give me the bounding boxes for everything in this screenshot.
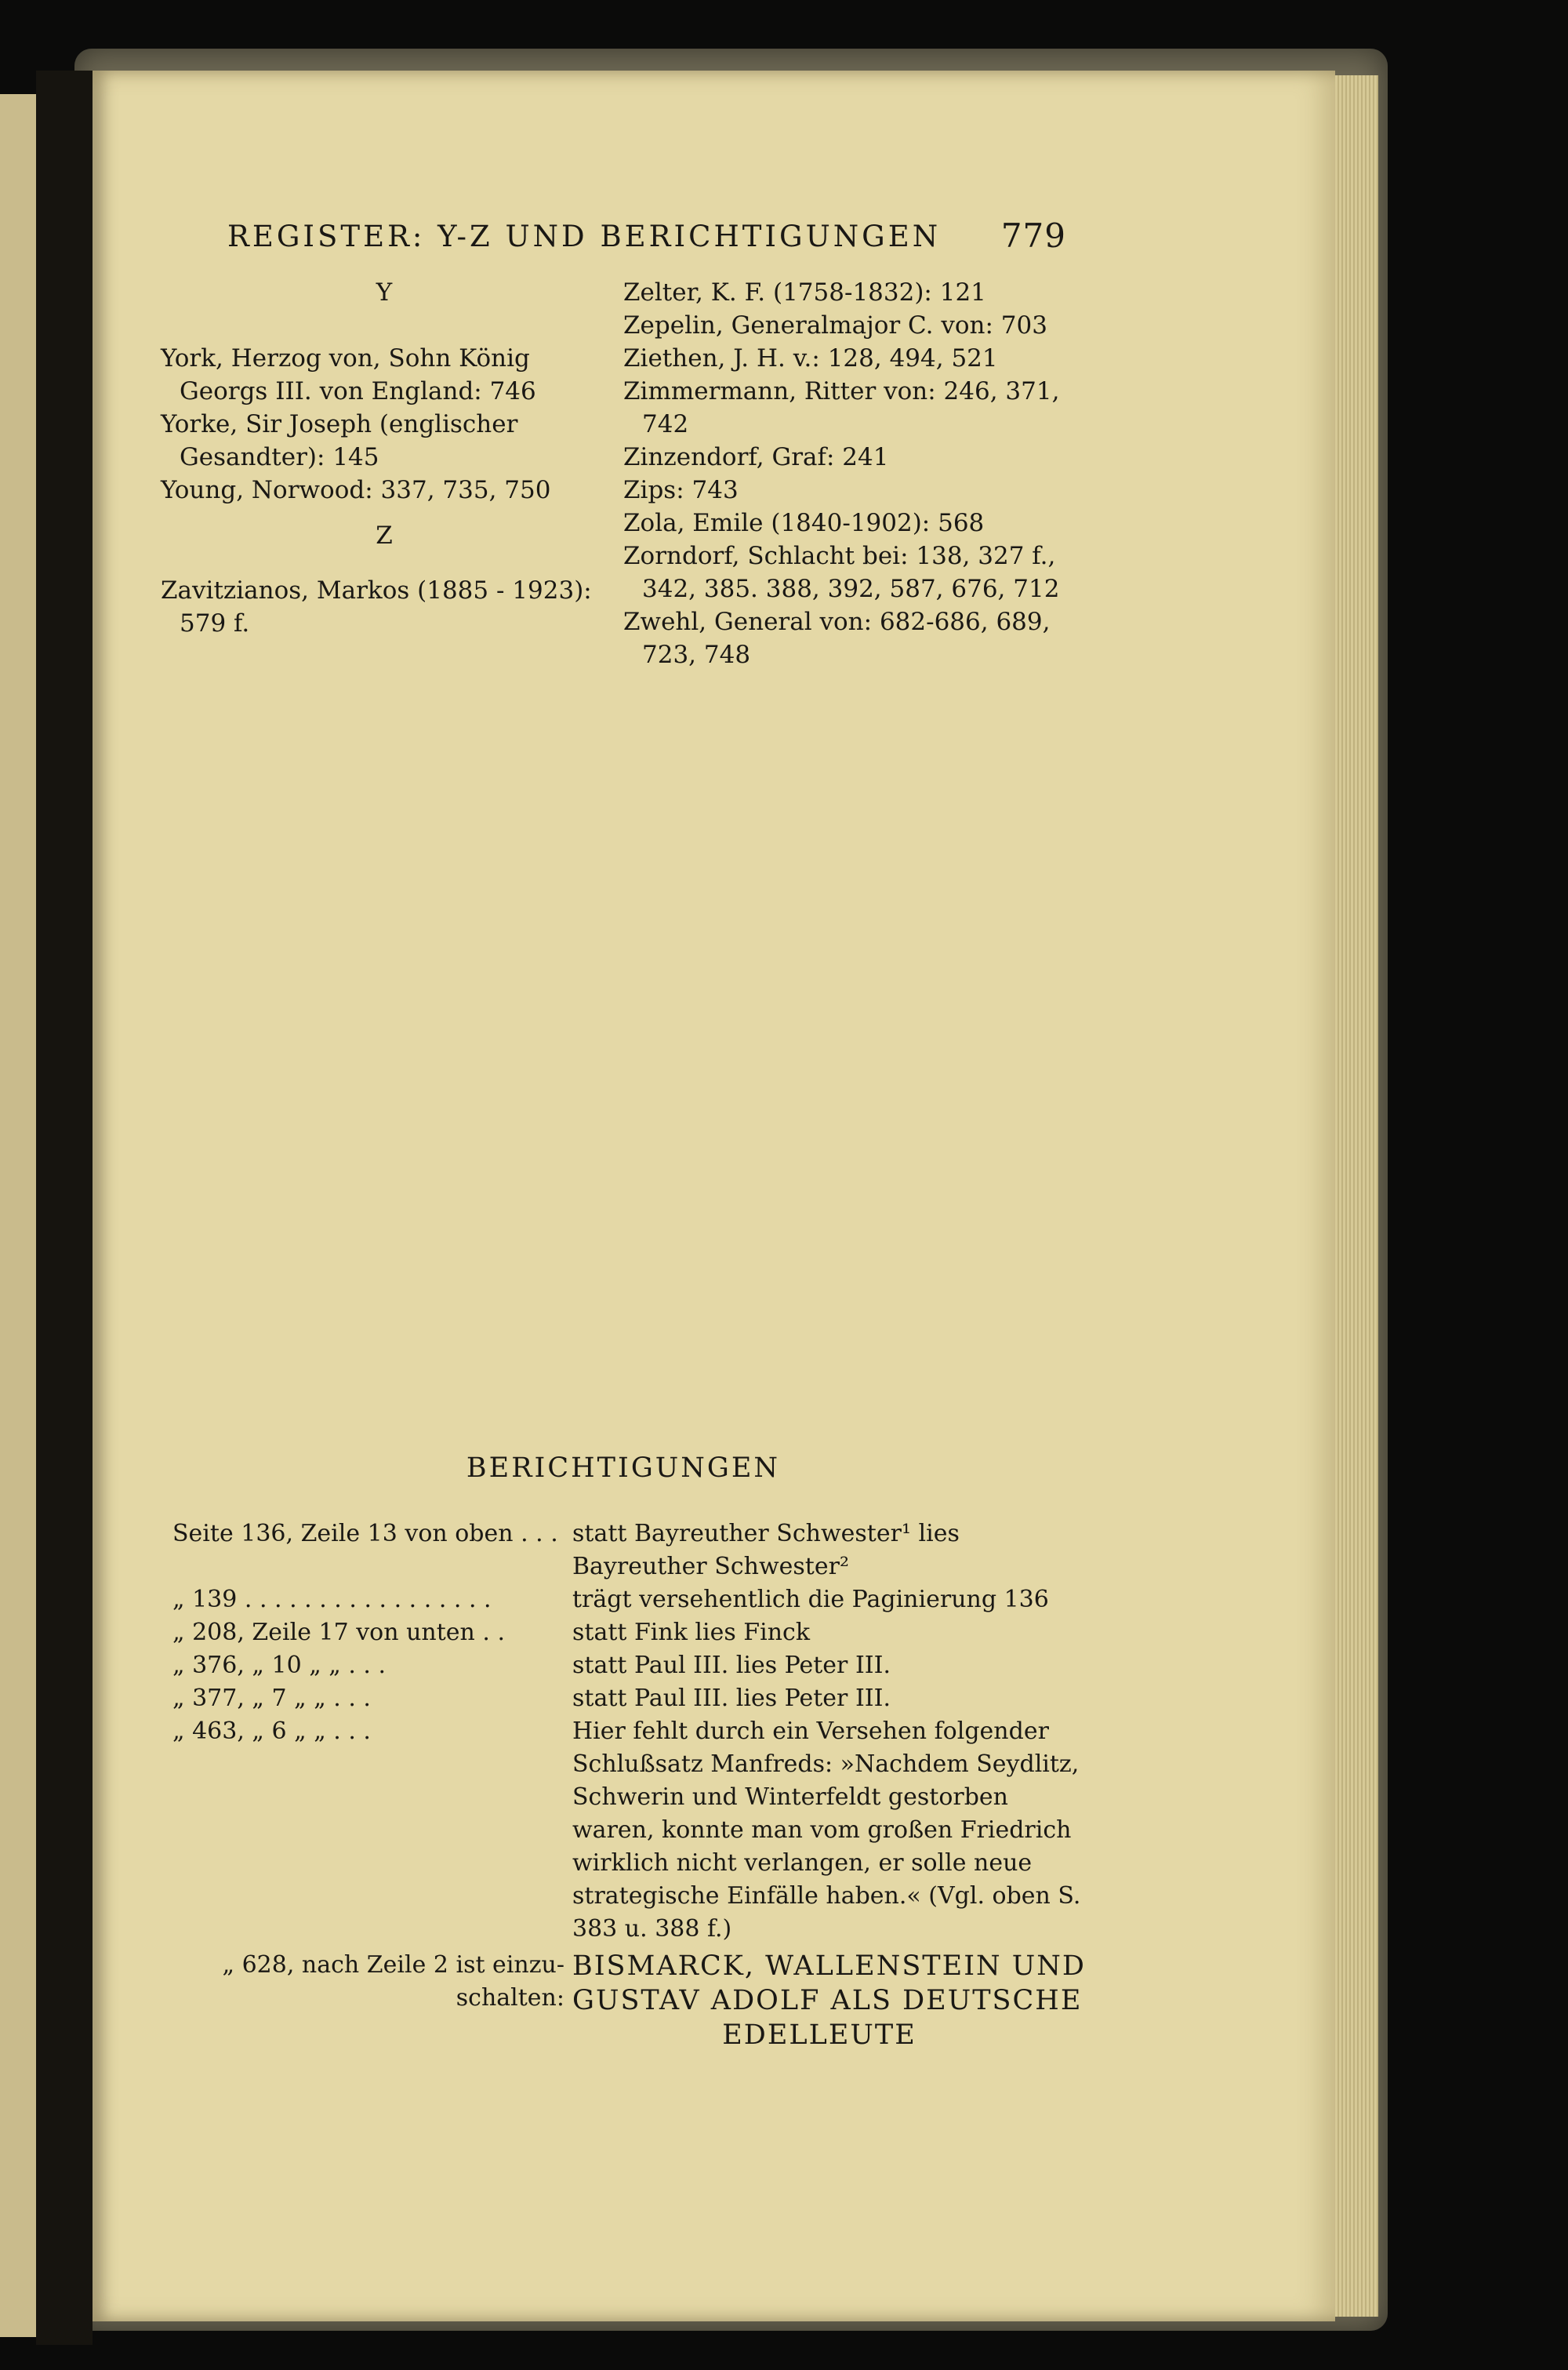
correction-reference: „ 463, „ 6 „ „ . . . [172,1718,371,1745]
correction-reference: „ 208, Zeile 17 von unten . . [172,1619,505,1646]
index-entry: Zimmermann, Ritter von: 246, 371, 742 [623,377,1060,438]
index-entry: Zwehl, General von: 682-686, 689, 723, 748 [623,608,1051,669]
correction-reference-line: schalten: [456,1984,564,2012]
correction-row [172,1649,1090,1682]
correction-reference: „ 377, „ 7 „ „ . . . [172,1685,371,1712]
index-entry: Zola, Emile (1840-1902): 568 [623,509,985,537]
index-entry: Zips: 743 [623,476,739,504]
corrections-list [172,1518,1090,2052]
page-number: 779 [1000,216,1066,255]
correction-row [172,1715,1090,1946]
facing-page-edge [0,94,36,2337]
correction-row-insert [172,1949,1090,2052]
running-head [227,216,1066,255]
correction-text: statt Paul III. lies Peter III. [572,1652,891,1679]
index-entry: York, Herzog von, Sohn König Georgs III. von England: 746 [161,344,536,405]
index-entry: Ziethen, J. H. v.: 128, 494, 521 [623,344,998,373]
chapter-title-line: EDELLEUTE [722,2019,916,2051]
correction-reference: „ 139 . . . . . . . . . . . . . . . . . [172,1586,492,1613]
page-stack-edges [1335,75,1378,2317]
index-entry: Zavitzianos, Markos (1885 - 1923): 579 f. [161,576,592,638]
chapter-title-line: BISMARCK, WALLENSTEIN UND [572,1950,1086,1982]
correction-reference [172,1949,572,2052]
correction-text: trägt versehentlich die Paginierung 136 [572,1586,1049,1613]
correction-text: statt Paul III. lies Peter III. [572,1685,891,1712]
corrections-title: BERICHTIGUNGEN [466,1452,781,1484]
index-entry: Zinzendorf, Graf: 241 [623,443,889,471]
index-entry: Yorke, Sir Joseph (englischer Gesandter): 145 [161,410,518,471]
index-entry: Young, Norwood: 337, 735, 750 [161,476,551,504]
correction-reference-line: „ 628, nach Zeile 2 ist einzu- [222,1951,564,1979]
index-entry: Zorndorf, Schlacht bei: 138, 327 f., 342, 385. 388, 392, 587, 676, 712 [623,542,1060,603]
index-right-column [623,276,1086,671]
correction-text: Hier fehlt durch ein Versehen folgender Schlußsatz Manfreds: »Nachdem Seydlitz, Schwerin und Winterfeldt gestorben waren, konnte man vom großen Friedrich wirklich nicht verlangen, er solle neue strategische Einfälle haben.« (Vgl. oben S. 383 u. 388 f.) [572,1718,1081,1943]
index-entry: Zelter, K. F. (1758-1832): 121 [623,278,986,307]
correction-row [172,1616,1090,1649]
chapter-title-line: GUSTAV ADOLF ALS DEUTSCHE [572,1985,1083,2016]
correction-text: statt Bayreuther Schwester¹ lies Bayreuther Schwester² [572,1520,960,1580]
correction-reference: „ 376, „ 10 „ „ . . . [172,1652,387,1679]
correction-text: statt Fink lies Finck [572,1619,811,1646]
index-letter-y: Y [376,278,393,307]
correction-row [172,1518,1090,1583]
correction-row [172,1682,1090,1715]
correction-row [172,1583,1090,1616]
inserted-chapter-title [572,1949,1090,2052]
book-gutter [36,71,93,2345]
correction-reference: Seite 136, Zeile 13 von oben . . . [172,1520,558,1547]
running-head-title: REGISTER: Y-Z UND BERICHTIGUNGEN [227,220,942,253]
index-entry: Zepelin, Generalmajor C. von: 703 [623,311,1047,340]
index-letter-z: Z [376,522,393,550]
index-left-column [161,276,608,640]
